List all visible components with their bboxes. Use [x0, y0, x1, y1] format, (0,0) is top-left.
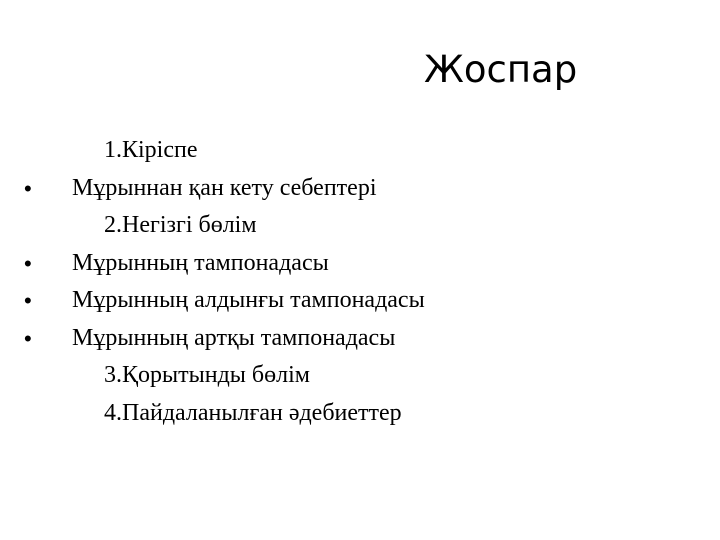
outline-text: Мұрынның тампонадасы: [72, 249, 329, 276]
slide-title: Жоспар: [424, 48, 578, 91]
outline-bullet-item: [0, 170, 425, 208]
outline-bullet-item: [0, 282, 425, 320]
outline-text: 2.Негізгі бөлім: [104, 212, 257, 238]
outline-text: 3.Қорытынды бөлім: [104, 362, 310, 388]
outline-text: 4.Пайдаланылған әдебиеттер: [104, 399, 402, 426]
outline-bullet-item: [0, 320, 425, 358]
outline-text: 1.Кіріспе: [104, 137, 198, 163]
bullet-dot-icon: •: [24, 175, 32, 201]
bullet-dot-icon: •: [24, 288, 32, 313]
outline-bullet-item: [0, 245, 425, 283]
outline-text: Мұрынның артқы тампонадасы: [72, 324, 396, 351]
outline-section: [0, 357, 425, 395]
outline-list: [0, 132, 425, 432]
bullet-dot-icon: •: [24, 250, 32, 276]
outline-text: Мұрынның алдынғы тампонадасы: [72, 287, 425, 313]
bullet-dot-icon: •: [24, 325, 32, 351]
outline-section: [0, 207, 425, 245]
outline-section: [0, 395, 425, 433]
outline-text: Мұрыннан қан кету себептері: [72, 174, 377, 201]
outline-section: [0, 132, 425, 170]
